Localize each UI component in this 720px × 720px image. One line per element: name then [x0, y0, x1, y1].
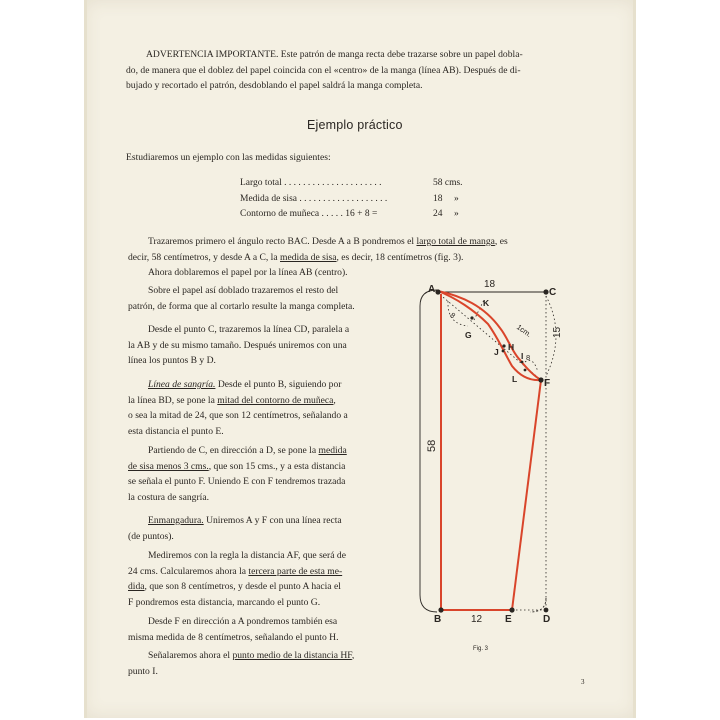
label-e: E: [505, 614, 512, 625]
text-line: 24 cms. Calcularemos ahora la tercera parte de esta me-: [128, 565, 343, 577]
text-line: Línea de sangría. Desde el punto B, siguiendo por: [148, 379, 342, 390]
dimension-arc-8b: [525, 360, 538, 372]
label-i: I: [521, 351, 524, 361]
point-d-marker: [544, 608, 549, 613]
label-j: J: [494, 347, 499, 357]
text-line: do, de manera que el doblez del papel coincida con el «centro» de la manga (línea AB). Después de di-: [126, 64, 521, 76]
point-e-marker: [509, 607, 514, 612]
text-line: F pondremos esta distancia, marcando el punto G.: [128, 596, 321, 608]
point-j-marker: [502, 350, 505, 353]
point-c-marker: [543, 289, 548, 294]
label-f: F: [544, 378, 551, 389]
text-line: o sea la mitad de 24, que son 12 centímetros, señalando a: [128, 410, 348, 422]
dim-left-58: 58: [426, 439, 438, 452]
label-d: D: [543, 614, 551, 625]
text-line: patrón, de forma que al cortarlo resulte la manga completa.: [128, 300, 355, 312]
text-line: misma medida de 8 centímetros, señalando el punto H.: [128, 631, 339, 643]
text-line: Estudiaremos un ejemplo con las medidas siguientes:: [126, 152, 331, 163]
point-i-marker: [521, 361, 524, 364]
label-b: B: [434, 614, 442, 625]
measure-label: Largo total . . . . . . . . . . . . . . . . . . . . .: [240, 178, 382, 188]
text-line: de sisa menos 3 cms., que son 15 cms., y a esta distancia: [128, 460, 346, 472]
text-line: punto I.: [128, 665, 158, 677]
dim-top-18: 18: [484, 279, 496, 290]
text-line: Ahora doblaremos el papel por la línea AB (centro).: [148, 267, 348, 279]
label-k: K: [483, 298, 490, 308]
dim-right-15: 15: [552, 326, 563, 338]
measure-label: Medida de sisa . . . . . . . . . . . . . . . . . . .: [240, 193, 388, 204]
text-line: Señalaremos ahora el punto medio de la distancia HF,: [148, 650, 355, 661]
text-line: la línea BD, se pone la mitad del contorno de muñeca,: [128, 394, 336, 406]
measure-value: 18: [433, 193, 443, 204]
label-a: A: [428, 284, 436, 295]
figure-caption: Fig. 3: [473, 646, 489, 652]
page-number: 3: [581, 678, 585, 686]
text-line: Desde el punto C, trazaremos la línea CD, paralela a: [148, 324, 350, 335]
text-line: se señala el punto F. Uniendo E con F tendremos trazada: [128, 476, 346, 488]
point-a-marker: [435, 289, 440, 294]
text-line: Desde F en dirección a A pondremos también esa: [148, 616, 338, 627]
measure-value: 58 cms.: [433, 178, 463, 188]
text-line: Partiendo de C, en dirección a D, se pone la medida: [148, 445, 347, 456]
label-c: C: [549, 287, 557, 298]
dim-8-a: 8: [448, 310, 458, 321]
point-l-marker: [524, 369, 527, 372]
text-line: decir, 58 centímetros, y desde A a C, la medida de sisa, es decir, 18 centímetros (fig. 3).: [128, 251, 464, 263]
text-line: la costura de sangría.: [128, 491, 209, 503]
label-g: G: [465, 330, 472, 340]
label-h: H: [508, 342, 515, 352]
measure-mark: »: [454, 209, 459, 219]
text-line: Enmangadura. Uniremos A y F con una línea recta: [148, 515, 342, 526]
line-ef: [512, 380, 541, 610]
point-g-marker: [470, 316, 473, 319]
text-line: (de puntos).: [128, 530, 174, 542]
point-h-marker: [502, 344, 505, 347]
text-line: Sobre el papel así doblado trazaremos el resto del: [148, 285, 339, 296]
measure-mark: »: [454, 193, 459, 204]
text-line: bujado y recortado el patrón, desdoblando el papel saldrá la manga completa.: [126, 80, 423, 92]
text-line: línea los puntos B y D.: [128, 355, 216, 367]
text-line: dida, que son 8 centímetros, y desde el punto A hacia el: [128, 581, 341, 593]
measure-label: Contorno de muñeca . . . . . 16 + 8 =: [240, 209, 378, 219]
text-line: Trazaremos primero el ángulo recto BAC. Desde A a B pondremos el largo total de manga, es: [148, 236, 508, 247]
point-f-marker: [538, 377, 543, 382]
measure-value: 24: [433, 209, 443, 219]
text-line: esta distancia el punto E.: [128, 425, 224, 437]
text-line: la AB y de su mismo tamaño. Después uniremos con una: [128, 339, 347, 351]
text-line: ADVERTENCIA IMPORTANTE. Este patrón de manga recta debe trazarse sobre un papel dobla-: [146, 49, 523, 60]
dim-1cm: 1cm.: [514, 322, 534, 340]
section-heading: Ejemplo práctico: [307, 118, 403, 132]
text-line: Mediremos con la regla la distancia AF, que será de: [148, 550, 346, 561]
point-b-marker: [438, 607, 443, 612]
dim-bottom-12: 12: [471, 614, 483, 625]
dim-8-b: 8: [526, 353, 531, 362]
label-l: L: [512, 374, 518, 384]
